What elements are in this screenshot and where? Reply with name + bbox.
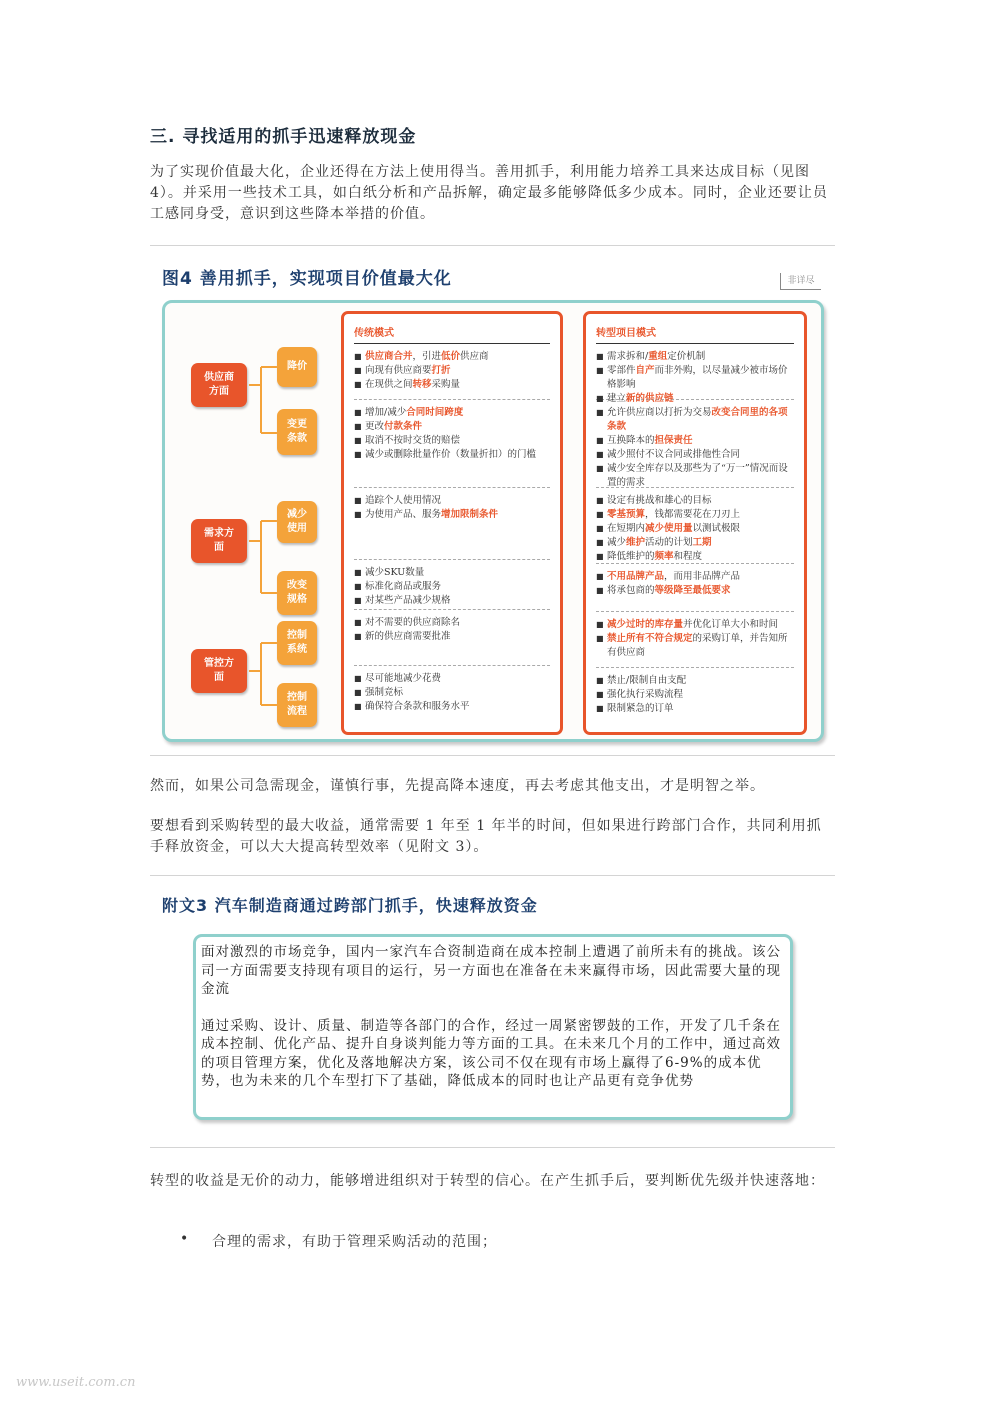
divider [150, 875, 835, 876]
bullet-icon: ■ [596, 510, 604, 519]
list-item: ■ 减少或删除批量作价（数量折扣）的门槛 [354, 449, 537, 460]
traditional-group [354, 400, 550, 488]
list-item: ■ 禁止所有不符合规定的采购订单，并告知所有供应商 [596, 633, 788, 658]
list-item: ■ 增加/减少合同时间跨度 [354, 407, 464, 418]
case-paragraph-1: 面对激烈的市场竞争，国内一家汽车合资制造商在成本控制上遭遇了前所未有的挑战。该公司一方面需要支持现有项目的运行，另一方面也在准备在未来赢得市场，因此需要大量的现金流 [201, 944, 781, 997]
bullet-icon: ■ [596, 496, 604, 505]
bullet-icon: ■ [354, 436, 362, 445]
traditional-group [354, 666, 550, 718]
sub-control-process: 控制流程 [277, 683, 317, 727]
paragraph-transformation: 要想看到采购转型的最大收益，通常需要 1 年至 1 年半的时间，但如果进行跨部门合作，共同利用抓手释放资金，可以大大提高转型效率（见附文 3）。 [150, 818, 822, 855]
list-item: ■ 降低维护的频率和程度 [596, 551, 703, 562]
transformation-group [596, 564, 794, 612]
case-study-box [193, 934, 793, 1120]
traditional-group [354, 344, 550, 400]
bullet-icon: ■ [596, 538, 604, 547]
bullet-icon: ■ [354, 510, 362, 519]
traditional-group [354, 488, 550, 560]
category-demand: 需求方面 [191, 519, 247, 563]
bullet-icon: ■ [596, 464, 604, 473]
bullet-icon: ■ [354, 568, 362, 577]
bullet-icon: ■ [354, 408, 362, 417]
list-item: ■ 对不需要的供应商除名 [354, 617, 461, 628]
list-item: ■ 追踪个人使用情况 [354, 495, 442, 506]
bullet-icon: ■ [354, 380, 362, 389]
bullet-icon: ■ [354, 496, 362, 505]
bullet-icon: ■ [596, 408, 604, 417]
bullet-icon: ■ [354, 582, 362, 591]
bullet-icon: ■ [596, 352, 604, 361]
transformation-group [596, 668, 794, 720]
transformation-group [596, 344, 794, 404]
list-item: • 合理的需求，有助于管理采购活动的范围； [180, 1231, 497, 1250]
sub-control-system: 控制系统 [277, 621, 317, 665]
list-item: ■ 减少照付不议合同或排他性合同 [596, 449, 741, 460]
list-item: ■ 确保符合条款和服务水平 [354, 701, 470, 712]
transformation-group [596, 612, 794, 668]
paragraph-benefits: 转型的收益是无价的动力，能够增进组织对于转型的信心。在产生抓手后，要判断优先级并快速落地： [150, 1173, 825, 1189]
bullet-icon: ■ [354, 450, 362, 459]
bullet-icon: ■ [596, 704, 604, 713]
bullet-icon: ■ [596, 690, 604, 699]
sidebar-box-title: 附文3 汽车制造商通过跨部门抓手，快速释放资金 [162, 896, 538, 915]
list-item: ■ 建立新的供应链 [596, 393, 674, 404]
list-item: ■ 对某些产品减少规格 [354, 595, 451, 606]
list-item: ■ 将承包商的等级降至最低要求 [596, 585, 731, 596]
bullet-icon: ■ [596, 394, 604, 403]
list-item: ■ 尽可能地减少花费 [354, 673, 442, 684]
list-item: ■ 在短期内减少使用量以测试极限 [596, 523, 741, 534]
sub-price-reduction: 降价 [277, 347, 317, 387]
bullet-icon: ■ [354, 674, 362, 683]
bullet-icon: • [180, 1231, 190, 1247]
divider [150, 1147, 835, 1148]
transformation-group [596, 400, 794, 488]
list-item: ■ 强制竞标 [354, 687, 404, 698]
list-item: ■ 向现有供应商要打折 [354, 365, 451, 376]
bullet-icon: ■ [354, 596, 362, 605]
list-item: ■ 新的供应商需要批准 [354, 631, 451, 642]
intro-paragraph: 为了实现价值最大化，企业还得在方法上使用得当。善用抓手，利用能力培养工具来达成目标（见图 4）。并采用一些技术工具，如白纸分析和产品拆解，确定最多能够降低多少成本。同时，企业还要让员工感同身受，意识到这些降本举措的价值。 [150, 164, 828, 222]
figure-title: 图4 善用抓手，实现项目价值最大化 [162, 269, 452, 289]
list-item: ■ 不用品牌产品，而用非品牌产品 [596, 571, 741, 582]
category-control: 管控方面 [191, 649, 247, 693]
list-item: ■ 更改付款条件 [354, 421, 423, 432]
list-item: ■ 标准化商品或服务 [354, 581, 442, 592]
bullet-icon: ■ [596, 366, 604, 375]
list-item: ■ 零基预算，钱都需要花在刀刃上 [596, 509, 741, 520]
bullet-icon: ■ [596, 524, 604, 533]
bullet-icon: ■ [596, 436, 604, 445]
sub-reduce-usage: 减少使用 [277, 501, 317, 543]
bullet-icon: ■ [596, 620, 604, 629]
bullet-icon: ■ [596, 676, 604, 685]
divider [150, 245, 835, 246]
section-heading: 三. 寻找适用的抓手迅速释放现金 [150, 127, 417, 147]
list-item: ■ 允许供应商以打折为交易改变合同里的各项条款 [596, 407, 788, 432]
list-item: ■ 减少维护活动的计划工期 [596, 537, 712, 548]
category-supplier: 供应商方面 [191, 363, 247, 407]
bullet-icon: ■ [354, 618, 362, 627]
list-item: ■ 取消不按时交货的赔偿 [354, 435, 461, 446]
bullet-icon: ■ [354, 352, 362, 361]
bullet-icon: ■ [354, 688, 362, 697]
bullet-icon: ■ [596, 552, 604, 561]
list-item: ■ 在现供之间转移采购量 [354, 379, 461, 390]
list-item: ■ 为使用产品、服务增加限制条件 [354, 509, 499, 520]
traditional-group [354, 610, 550, 666]
transformation-model-header: 转型项目模式 [596, 324, 794, 344]
bullet-icon: ■ [596, 586, 604, 595]
non-exhaustive-badge: 非详尽 [780, 273, 821, 290]
list-item: ■ 互换降本的担保责任 [596, 435, 693, 446]
list-item: ■ 禁止/限制自由支配 [596, 675, 687, 686]
bullet-icon: ■ [354, 702, 362, 711]
watermark: www.useit.com.cn [16, 1375, 136, 1390]
list-item: ■ 强化执行采购流程 [596, 689, 684, 700]
traditional-group [354, 560, 550, 610]
bullet-icon: ■ [354, 632, 362, 641]
sub-change-terms: 变更条款 [277, 409, 317, 455]
list-item: ■ 减少过时的库存量并优化订单大小和时间 [596, 619, 779, 630]
case-paragraph-2: 通过采购、设计、质量、制造等各部门的合作，经过一周紧密锣鼓的工作，开发了几千条在成本控制、优化产品、提升自身谈判能力等方面的工具。在未来几个月的工作中，通过高效的项目管理方案，优化及落地解决方案，该公司不仅在现有市场上赢得了6-9%的成本优势，也为未来的几个车型打下了基础，降低成本的同时也让产品更有竞争优势 [201, 1017, 781, 1089]
bullet-icon: ■ [354, 422, 362, 431]
traditional-model-header: 传统模式 [354, 324, 550, 344]
list-item: ■ 需求拆和/重组定价机制 [596, 351, 706, 362]
list-item: ■ 减少安全库存以及那些为了“万一”情况而设置的需求 [596, 463, 788, 488]
list-item: ■ 零部件自产而非外购，以尽量减少被市场价格影响 [596, 365, 788, 390]
bullet-icon: ■ [354, 366, 362, 375]
sub-change-spec: 改变规格 [277, 571, 317, 615]
paragraph-cash: 然而，如果公司急需现金，谨慎行事，先提高降本速度，再去考虑其他支出，才是明智之举。 [150, 778, 765, 794]
bullet-icon: ■ [596, 634, 604, 643]
figure-frame [162, 300, 824, 742]
transformation-group [596, 488, 794, 564]
list-item: ■ 设定有挑战和雄心的目标 [596, 495, 712, 506]
bullet-icon: ■ [596, 450, 604, 459]
list-item: ■ 供应商合并，引进低价供应商 [354, 351, 489, 362]
bullet-icon: ■ [596, 572, 604, 581]
traditional-model-column [341, 311, 563, 735]
transformation-model-column [583, 311, 807, 735]
divider [150, 755, 835, 756]
list-item: ■ 限制紧急的订单 [596, 703, 674, 714]
list-item: ■ 减少SKU数量 [354, 567, 425, 578]
